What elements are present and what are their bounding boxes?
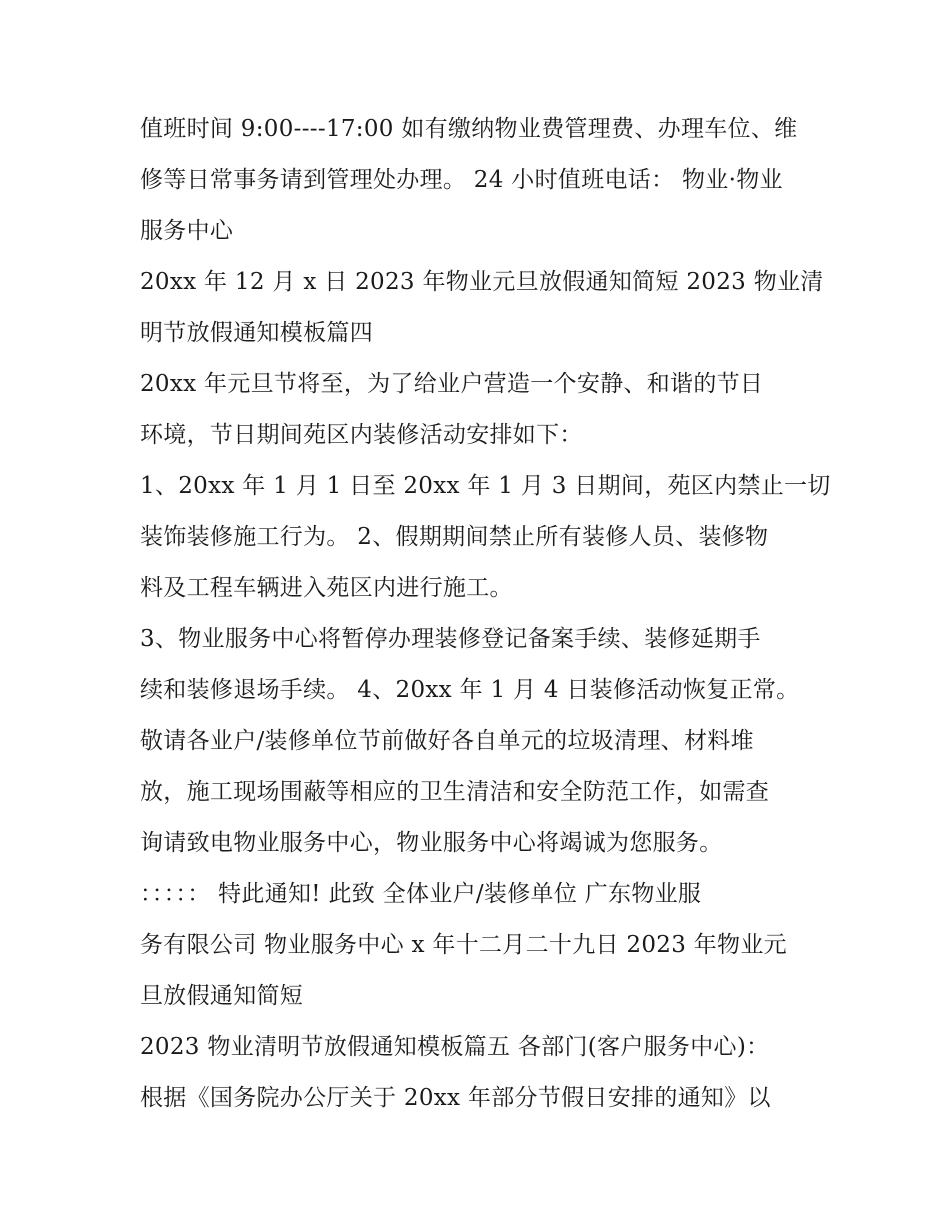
text-line: 装饰装修施工行为。 2、假期期间禁止所有装修人员、装修物 — [140, 524, 769, 550]
text-line: 放，施工现场围蔽等相应的卫生清洁和安全防范工作，如需查 — [140, 779, 770, 805]
text-line: ：：：：： 特此通知! 此致 全体业户/装修单位 广东物业服 — [140, 881, 702, 907]
text-line: 料及工程车辆进入苑区内进行施工。 — [140, 575, 513, 601]
text-line: 20xx 年元旦节将至，为了给业户营造一个安静、和谐的节日 — [140, 371, 764, 397]
text-line: 续和装修退场手续。 4、20xx 年 1 月 4 日装修活动恢复正常。 — [140, 677, 800, 703]
text-line: 20xx 年 12 月 x 日 2023 年物业元旦放假通知简短 2023 物业清 — [140, 269, 824, 295]
text-line: 值班时间 9:00----17:00 如有缴纳物业费管理费、办理车位、维 — [140, 116, 798, 142]
text-line: 明节放假通知模板篇四 — [140, 320, 373, 346]
text-line: 务有限公司 物业服务中心 x 年十二月二十九日 2023 年物业元 — [140, 932, 787, 958]
text-line: 1、20xx 年 1 月 1 日至 20xx 年 1 月 3 日期间，苑区内禁止一切 — [140, 473, 831, 499]
text-line: 询请致电物业服务中心，物业服务中心将竭诚为您服务。 — [140, 830, 723, 856]
text-line: 环境，节日期间苑区内装修活动安排如下： — [140, 422, 583, 448]
text-line: 修等日常事务请到管理处办理。 24 小时值班电话： 物业·物业 — [140, 167, 783, 193]
text-line: 2023 物业清明节放假通知模板篇五 各部门(客户服务中心)： — [140, 1034, 770, 1060]
text-line: 服务中心 — [140, 218, 234, 244]
text-line: 敬请各业户/装修单位节前做好各自单元的垃圾清理、材料堆 — [140, 728, 754, 754]
text-line: 3、物业服务中心将暂停办理装修登记备案手续、装修延期手 — [140, 626, 761, 652]
text-line: 旦放假通知简短 — [140, 983, 304, 1009]
document-body — [140, 104, 831, 1124]
text-line: 根据《国务院办公厅关于 20xx 年部分节假日安排的通知》以 — [140, 1085, 771, 1111]
